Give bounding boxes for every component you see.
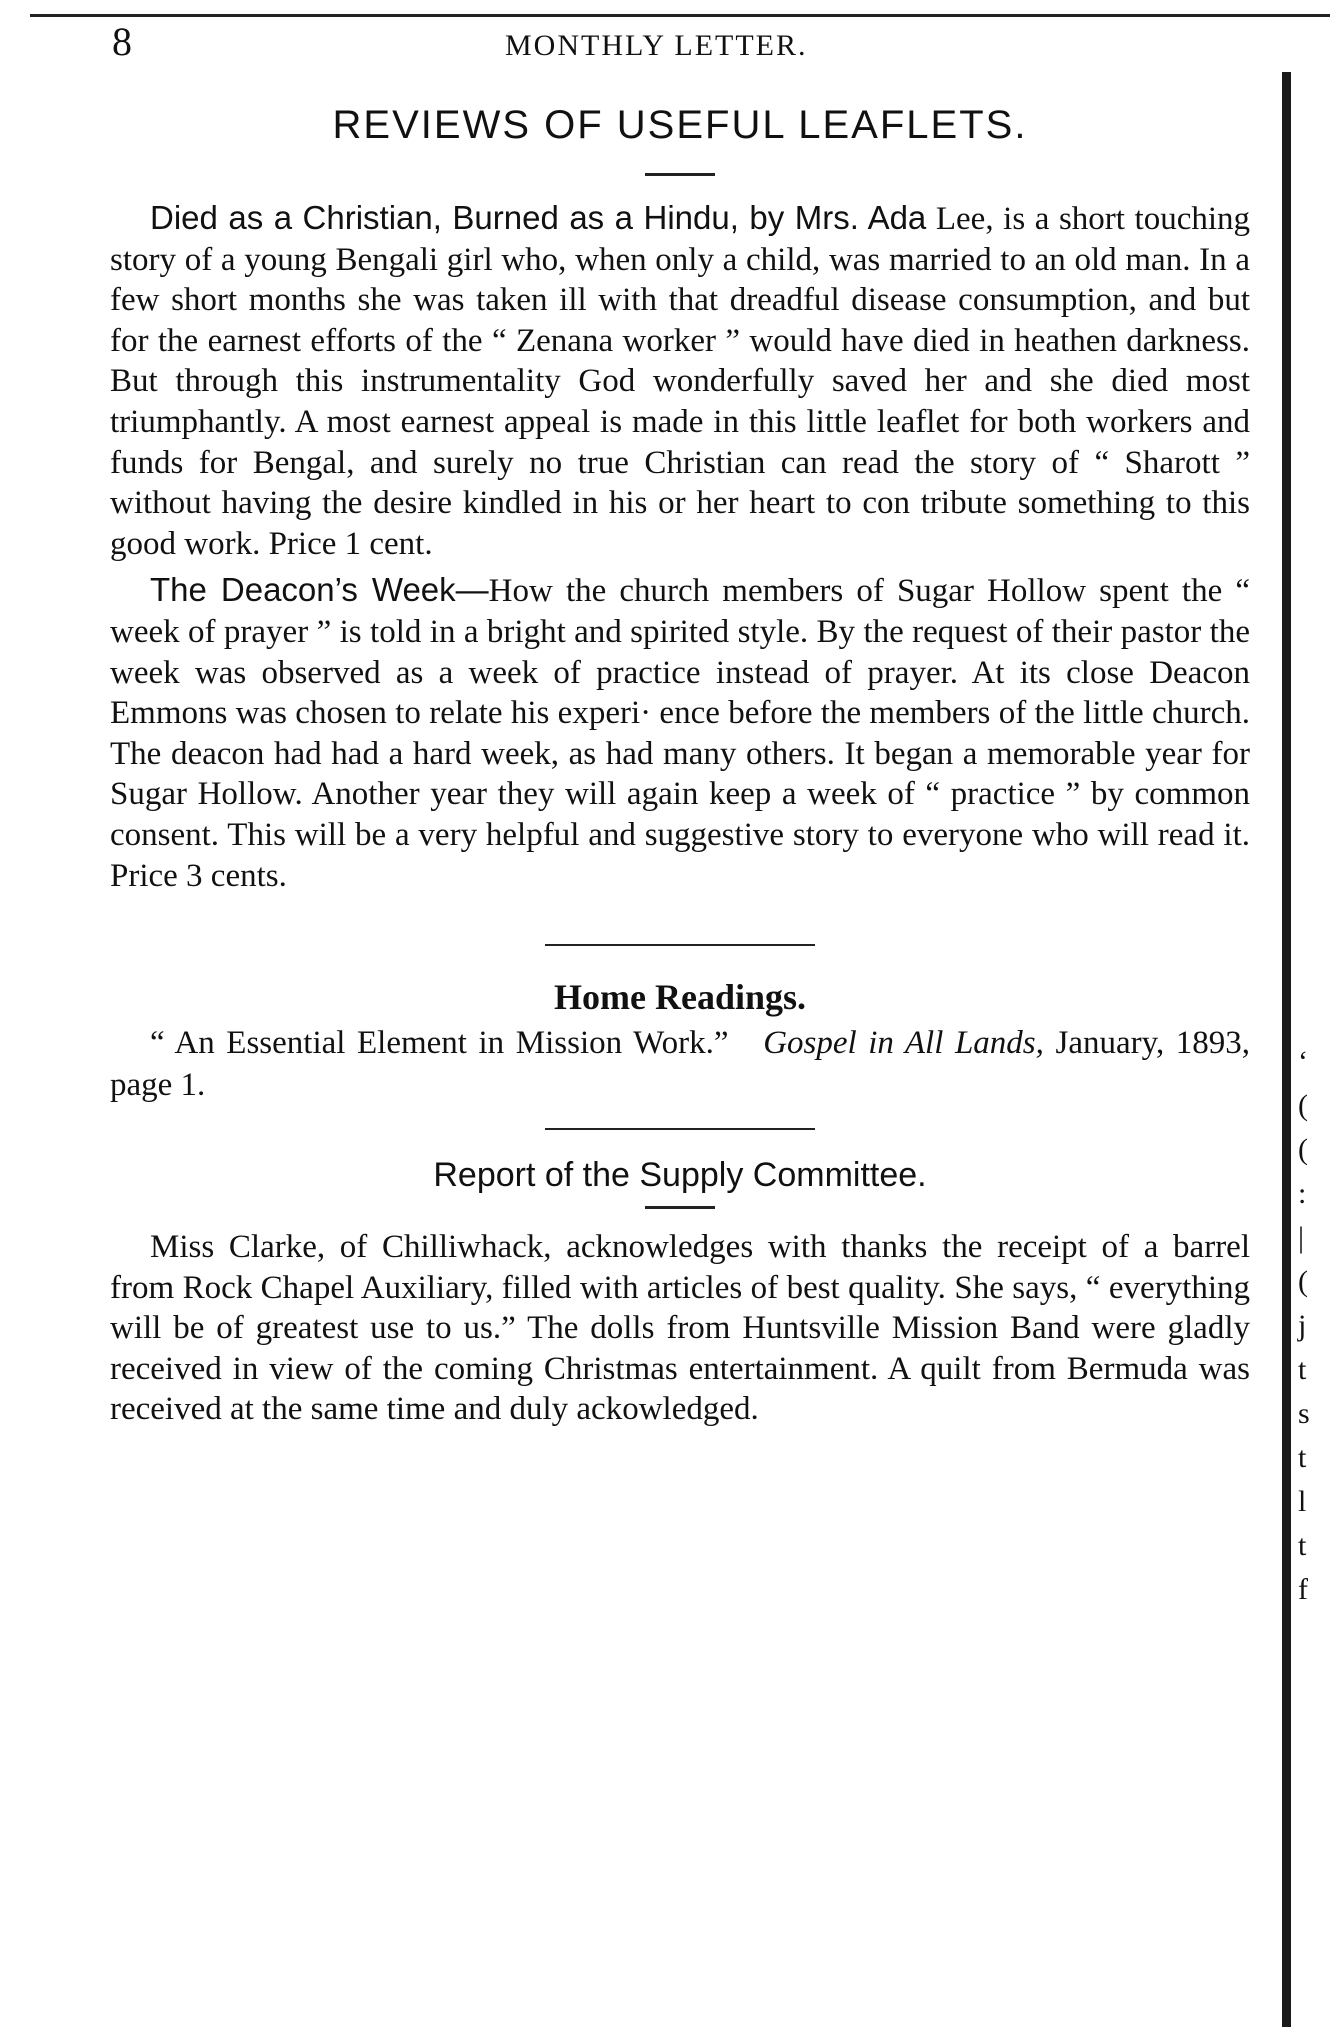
review-text: Lee, is a short touching story of a young Bengali girl who, when only a child, was married to an old man. In a few short months she was taken ill with that dreadful disease consumption, and but for the earnest efforts of the “ Zenana worker ” would have died in heathen darkness. But through this instrumentality God wonderfully saved her and she died most triumphantly. A most earnest appeal is made in this little leaflet for both workers and funds for Bengal, and surely no true Christian can read the story of “ Sharott ” without having the desire kindled in his or her heart to con tribute something to this good work. Price 1 cent. [110,201,1251,562]
margin-mark: t [1298,1529,1307,1562]
section-title: REVIEWS OF USEFUL LEAFLETS. [332,103,1028,147]
reading-quote: “ An Essential Element in Mission Work.” [150,1025,729,1062]
margin-mark: t [1298,1441,1307,1474]
section-rule [545,944,815,946]
margin-mark: f [1298,1573,1308,1606]
margin-mark: | [1298,1221,1305,1254]
review-text: How the church members of Sugar Hollow spent the “ week of prayer ” is told in a bright and spirited style. By the request of their pastor the week was observed as a week of practice instead of prayer. At its close Deacon Emmons was chosen to relate his experi· ence before the members of the little church. The deacon had had a hard week, as had many others. It began a memorable year for Sugar Hollow. Another year they will again keep a week of “ practice ” by common consent. This will be a very helpful and suggestive story to everyone who will read it. Price 3 cents. [110,573,1251,894]
reading-source-cont: Lands, [954,1025,1044,1062]
header-rule [30,14,1330,17]
review-deacons-week [110,570,1250,896]
reading-source: Gospel in All [763,1025,944,1062]
title-rule [645,1206,715,1209]
page-number: 8 [112,19,132,64]
home-readings-title: Home Readings. [554,977,806,1018]
side-rule [1282,72,1291,2027]
margin-mark: ( [1298,1265,1308,1298]
section-rule [545,1128,815,1130]
margin-marks [1298,1040,1328,1612]
margin-mark: l [1298,1485,1307,1518]
running-head [0,0,1339,70]
running-title: MONTHLY LETTER. [505,29,808,62]
margin-mark: s [1298,1397,1310,1430]
supply-report-text: Miss Clarke, of Chilliwhack, acknowledges with thanks the receipt of a barrel from Rock Chapel Auxiliary, filled with articles of best quality. She says, “ everything will be of greatest use to us.” The dolls from Huntsville Mission Band were gladly received in view of the coming Christmas entertainment. A quilt from Bermuda was received at the same time and duly ackowledged. [110,1229,1250,1428]
margin-mark: ( [1298,1089,1308,1122]
margin-mark: t [1298,1353,1307,1386]
margin-mark: ( [1298,1133,1308,1166]
review-lead: The Deacon’s Week— [150,571,489,609]
title-rule [645,173,715,176]
home-readings-entry [110,1022,1250,1106]
margin-mark: ‘ [1298,1045,1308,1078]
margin-mark: j [1298,1309,1307,1342]
review-died-as-christian [110,198,1250,564]
margin-mark: : [1298,1177,1307,1210]
supply-report-title: Report of the Supply Committee. [433,1156,927,1195]
review-lead: Died as a Christian, Burned as a Hindu, by Mrs. Ada [150,199,927,236]
content [110,95,1250,1430]
reading-date: January, 1893, page 1. [110,1025,1251,1104]
